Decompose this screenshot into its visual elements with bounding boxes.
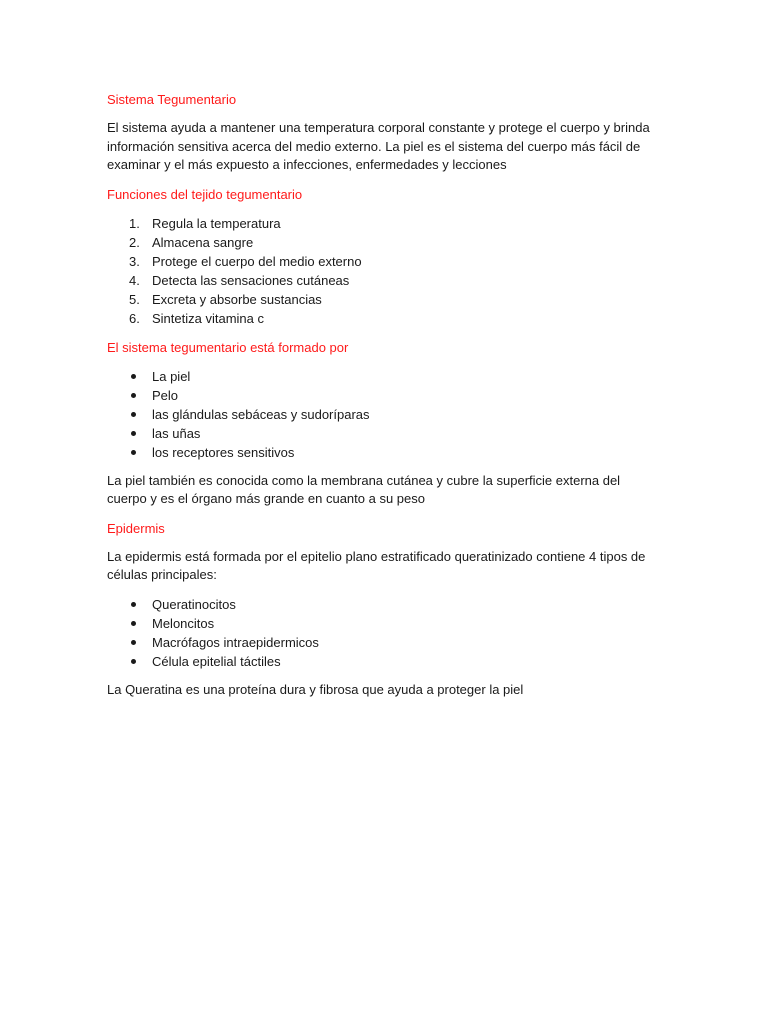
composition-list xyxy=(107,367,662,462)
list-item-text: La piel xyxy=(152,368,191,384)
list-item-text: Sintetiza vitamina c xyxy=(152,310,264,326)
list-item-text: Queratinocitos xyxy=(152,596,236,612)
list-item xyxy=(107,309,662,328)
list-item xyxy=(107,405,662,424)
list-item xyxy=(107,652,662,671)
list-number: 6. xyxy=(129,310,140,326)
list-item-text: Almacena sangre xyxy=(152,234,254,250)
epidermis-paragraph: La epidermis está formada por el epitelio plano estratificado queratinizado contiene 4 tipos de células principales: xyxy=(107,548,646,582)
list-item xyxy=(107,271,662,290)
bullet-icon xyxy=(131,374,136,379)
intro-paragraph: El sistema ayuda a mantener una temperatura corporal constante y protege el cuerpo y brinda información sensitiva acerca del medio externo. La piel es el sistema del cuerpo más fácil de examinar y el más expuesto a infecciones, enfermedades y lecciones xyxy=(107,120,650,172)
document-title: Sistema Tegumentario xyxy=(107,92,237,107)
list-item-text: Pelo xyxy=(152,387,179,403)
list-item xyxy=(107,424,662,443)
list-item xyxy=(107,633,662,652)
keratin-paragraph: La Queratina es una proteína dura y fibrosa que ayuda a proteger la piel xyxy=(107,681,524,697)
list-item-text: Regula la temperatura xyxy=(152,215,281,231)
composition-heading: El sistema tegumentario está formado por xyxy=(107,339,349,355)
list-number: 1. xyxy=(129,215,140,231)
list-item-text: las glándulas sebáceas y sudoríparas xyxy=(152,406,370,422)
bullet-icon xyxy=(131,602,136,607)
list-item xyxy=(107,595,662,614)
list-item xyxy=(107,614,662,633)
document-body xyxy=(107,90,662,709)
bullet-icon xyxy=(131,640,136,645)
skin-paragraph: La piel también es conocida como la membrana cutánea y cubre la superficie externa del cuerpo y es el órgano más grande en cuanto a su peso xyxy=(107,472,621,506)
list-item xyxy=(107,290,662,309)
list-item xyxy=(107,252,662,271)
bullet-icon xyxy=(131,450,136,455)
bullet-icon xyxy=(131,412,136,417)
bullet-icon xyxy=(131,393,136,398)
list-number: 2. xyxy=(129,234,140,250)
bullet-icon xyxy=(131,621,136,626)
list-item xyxy=(107,233,662,252)
list-number: 5. xyxy=(129,291,140,307)
cell-types-list xyxy=(107,595,662,671)
list-number: 4. xyxy=(129,272,140,288)
list-item-text: Meloncitos xyxy=(152,615,215,631)
list-item xyxy=(107,443,662,462)
functions-list xyxy=(107,214,662,328)
list-number: 3. xyxy=(129,253,140,269)
list-item xyxy=(107,386,662,405)
list-item xyxy=(107,367,662,386)
functions-heading: Funciones del tejido tegumentario xyxy=(107,186,303,202)
list-item-text: los receptores sensitivos xyxy=(152,444,295,460)
list-item-text: Macrófagos intraepidermicos xyxy=(152,634,319,650)
list-item-text: Detecta las sensaciones cutáneas xyxy=(152,272,350,288)
list-item xyxy=(107,214,662,233)
bullet-icon xyxy=(131,431,136,436)
list-item-text: Célula epitelial táctiles xyxy=(152,653,281,669)
list-item-text: las uñas xyxy=(152,425,201,441)
list-item-text: Excreta y absorbe sustancias xyxy=(152,291,322,307)
epidermis-heading: Epidermis xyxy=(107,520,165,536)
bullet-icon xyxy=(131,659,136,664)
list-item-text: Protege el cuerpo del medio externo xyxy=(152,253,362,269)
